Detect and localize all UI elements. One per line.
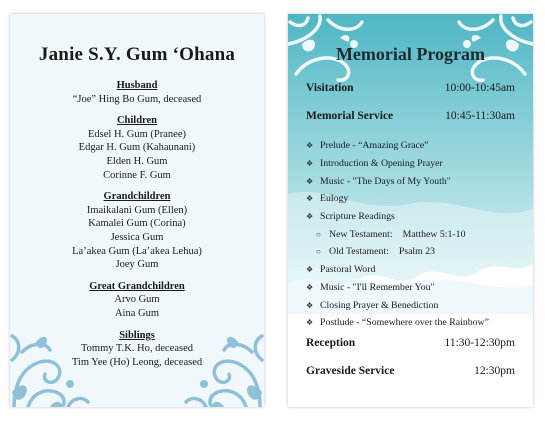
event-time: 10:45-11:30am xyxy=(445,110,515,122)
diamond-bullet-icon: ❖ xyxy=(306,141,314,151)
program-item xyxy=(306,190,489,208)
diamond-bullet-icon: ❖ xyxy=(306,265,314,275)
program-item-text: Scripture Readings xyxy=(320,211,395,223)
section-heading: Siblings xyxy=(119,329,155,341)
program-panel xyxy=(288,14,533,407)
reading-label: Old Testament: xyxy=(329,246,389,258)
program-item-text: Music - "I'll Remember You" xyxy=(320,281,435,293)
family-member: Tommy T.K. Ho, deceased xyxy=(80,343,193,355)
program-item xyxy=(306,261,489,279)
reception-row xyxy=(306,337,515,349)
diamond-bullet-icon: ❖ xyxy=(306,212,314,222)
family-member: Tim Yee (Ho) Leong, deceased xyxy=(71,356,203,368)
event-label: Memorial Service xyxy=(306,110,394,122)
family-member: Imaikalani Gum (Ellen) xyxy=(86,204,188,216)
program-item xyxy=(306,137,489,155)
section-grandchildren xyxy=(10,190,264,272)
family-member: Jessica Gum xyxy=(110,231,164,243)
circle-bullet-icon: ○ xyxy=(316,247,321,257)
program-item xyxy=(306,279,489,297)
family-member: Aina Gum xyxy=(114,307,160,319)
reading-label: New Testament: xyxy=(329,228,393,240)
event-label: Graveside Service xyxy=(306,365,395,377)
diamond-bullet-icon: ❖ xyxy=(306,159,314,169)
event-time: 12:30pm xyxy=(474,365,515,377)
diamond-bullet-icon: ❖ xyxy=(306,300,314,310)
family-member: “Joe” Hing Bo Gum, deceased xyxy=(72,93,202,105)
section-heading: Children xyxy=(116,115,158,127)
family-member: Joey Gum xyxy=(115,259,159,271)
swirl-ornament-icon xyxy=(10,312,90,407)
family-member: La’akea Gum (La’akea Lehua) xyxy=(72,245,202,257)
section-heading: Great Grandchildren xyxy=(89,280,185,292)
graveside-row xyxy=(306,365,515,377)
program-item-text: Eulogy xyxy=(320,193,349,205)
diamond-bullet-icon: ❖ xyxy=(306,282,314,292)
program-item-text: Introduction & Opening Prayer xyxy=(320,158,443,170)
program-item xyxy=(306,172,489,190)
program-item xyxy=(306,296,489,314)
section-husband xyxy=(10,79,264,106)
event-label: Visitation xyxy=(306,82,354,94)
event-time: 11:30-12:30pm xyxy=(444,337,515,349)
event-time: 10:00-10:45am xyxy=(444,82,515,94)
program-item-text: Closing Prayer & Benediction xyxy=(320,299,439,311)
program-item-text: Pastoral Word xyxy=(320,264,376,276)
program-item-text: Music - "The Days of My Youth" xyxy=(320,175,451,187)
family-title: Janie S.Y. Gum ‘Ohana xyxy=(38,44,236,65)
event-label: Reception xyxy=(306,337,356,349)
program-list xyxy=(306,137,489,332)
diamond-bullet-icon: ❖ xyxy=(306,318,314,328)
family-member: Elden H. Gum xyxy=(106,155,168,167)
diamond-bullet-icon: ❖ xyxy=(306,176,314,186)
visitation-row xyxy=(306,82,515,94)
program-item xyxy=(306,314,489,332)
family-member: Corinne F. Gum xyxy=(103,169,171,181)
circle-bullet-icon: ○ xyxy=(316,229,321,239)
program-item xyxy=(306,155,489,173)
section-children xyxy=(10,114,264,182)
reading-ref: Matthew 5:1-10 xyxy=(402,228,466,240)
section-heading: Grandchildren xyxy=(103,191,171,203)
family-panel xyxy=(10,14,264,407)
diamond-bullet-icon: ❖ xyxy=(306,194,314,204)
swirl-ornament-icon xyxy=(184,312,264,407)
program-title: Memorial Program xyxy=(335,44,486,64)
reading-item xyxy=(306,225,489,243)
family-member: Edgar H. Gum (Kahaunani) xyxy=(78,142,196,154)
program-item-text: Postlude - “Somewhere over the Rainbow” xyxy=(320,317,489,329)
family-member: Kamalei Gum (Corina) xyxy=(88,218,186,230)
program-item xyxy=(306,208,489,226)
reading-item xyxy=(306,243,489,261)
memorial-service-row xyxy=(306,110,515,122)
section-heading: Husband xyxy=(116,80,158,91)
family-member: Edsel H. Gum (Pranee) xyxy=(88,128,186,140)
program-item-text: Prelude - “Amazing Grace” xyxy=(320,140,429,152)
reading-ref: Psalm 23 xyxy=(398,246,436,258)
family-member: Arvo Gum xyxy=(114,294,160,306)
